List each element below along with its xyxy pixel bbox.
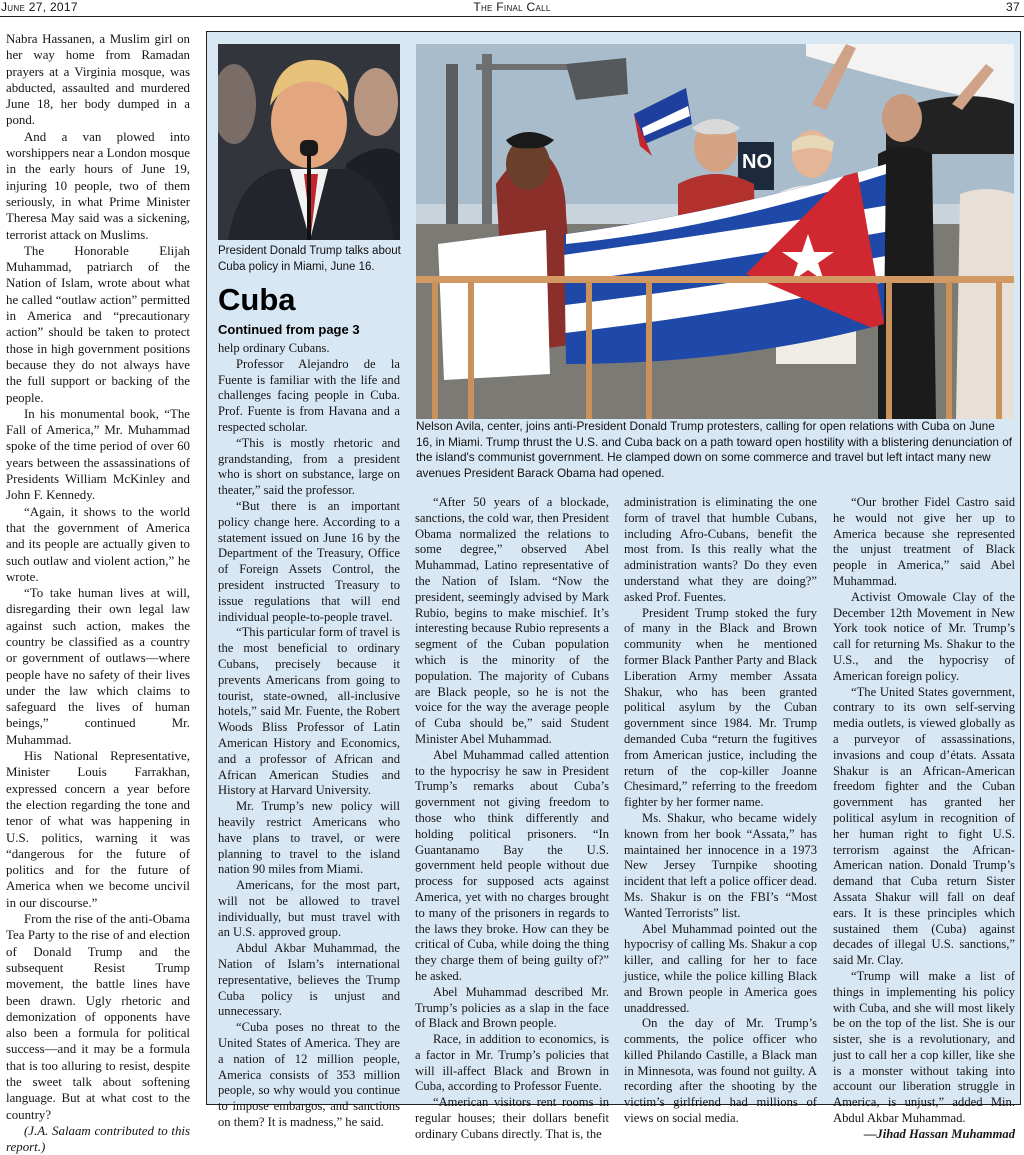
newspaper-name: The Final Call <box>473 0 551 14</box>
article-paragraph: Abel Muhammad described Mr. Trump’s policies as a slap in the face of Black and Brown people. <box>415 984 609 1031</box>
article-paragraph: Ms. Shakur, who became widely known from her book “Assata,” has maintained her innocence in a 1973 New Jersey Turnpike shooting incident that left a police officer dead. Ms. Shakur is on the FBI’s “Most Wanted Terrorists” list. <box>624 810 817 920</box>
article-paragraph: “But there is an important policy change here. According to a statement issued on June 16 by the Department of the Treasury, Office of Foreign Assets Control, the president instructed Treasury to issue regulations that will end individual people-to-people travel. <box>218 498 400 624</box>
article-paragraph: “Our brother Fidel Castro said he would not give her up to America because she represented the unjust treatment of Black people in America,” said Abel Muhammad. <box>833 495 1015 588</box>
rally-photo-caption: Nelson Avila, center, joins anti-President Donald Trump protesters, calling for open relations with Cuba on June 16, in Miami. Trump thrust the U.S. and Cuba back on a path toward open hostility with a blistering denunciation of the island's communist government. He clamped down on some commerce and travel but left intact many new avenues President Barack Obama had opened. <box>416 419 1013 480</box>
cuba-article-column-1 <box>218 341 400 1131</box>
article-paragraph: Professor Alejandro de la Fuente is familiar with the life and challenges facing people in Cuba. Prof. Fuente is from Havana and a respected scholar. <box>218 356 400 434</box>
article-paragraph: Mr. Trump’s new policy will heavily restrict Americans who have plans to travel, or were planning to travel to the island nation 90 miles from Miami. <box>218 799 400 877</box>
article-paragraph: On the day of Mr. Trump’s comments, the police officer who killed Philando Castille, a Black man in Minnesota, was found not guilty. A recording after the shooting by the victim’s girlfriend had millions of views on social media. <box>624 1016 817 1126</box>
page-number: 37 <box>1006 0 1020 14</box>
author-byline: —Jihad Hassan Muhammad <box>863 1126 1015 1141</box>
article-paragraph: “This is mostly rhetoric and grandstanding, from a president who is short on substance, large on theater,” said the professor. <box>218 435 400 498</box>
article-paragraph: “This particular form of travel is the most beneficial to ordinary Cubans, precisely because it prevents Americans from going to tourist, state-owned, all-inclusive hotels,” said Mr. Fuente, the Robert Woods Bliss Professor of Latin American History and Economics, and a professor of African and African American Studies and History at Harvard University. <box>218 625 401 798</box>
article-paragraph: And a van plowed into worshippers near a London mosque in the early hours of June 19, injuring 10 people, two of them seriously, in what Prime Minister Theresa May said was a sickening, terrorist attack on Muslims. <box>6 129 191 242</box>
left-article-column <box>6 31 190 1155</box>
article-paragraph: Abdul Akbar Muhammad, the Nation of Islam’s international representative, believes the Trump Cuba policy is unjust and unnecessary. <box>218 941 400 1019</box>
article-paragraph: “To take human lives at will, disregarding their own legal law against such action, makes the country be classified as a country or government of outlaws—where people have no safety of their lives under the law which claims to safeguard the lives of human beings,” continued Mr. Muhammad. <box>6 586 190 747</box>
article-paragraph: Americans, for the most part, will not be allowed to travel individually, but must travel with an U.S. approved group. <box>218 878 400 940</box>
article-paragraph: Activist Omowale Clay of the December 12th Movement in New York took notice of Mr. Trump’s call for returning Ms. Shakur to the U.S., and the hypocrisy of American foreign policy. <box>833 589 1015 683</box>
trump-photo <box>218 44 400 240</box>
rally-photo <box>416 44 1014 419</box>
article-paragraph: “The United States government, contrary to its own self-serving media outlets, is viewed globally as a purveyor of assassinations, invasions and coup d’états. Assata Shakur is an African-American freedom fighter and the Cuban government has granted her political asylum in recognition of her human right to fight U.S. terrorism against the African-American nation. Donald Trump’s demand that Cuba return Sister Assata Shakur will fall on deaf ears. It is these principles which sustained them (Cuba) against decades of illegal U.S. sanctions,” said Mr. Clay. <box>833 684 1015 968</box>
article-paragraph: “Trump will make a list of things in implementing his policy with Cuba, and she will most likely be on the top of the list. She is our sister, she is a revolutionary, and just to call her a cop killer, like she is a monster without taking into account our liberation struggle in America, is unjust,” added Min. Abdul Akbar Muhammad. <box>833 968 1015 1126</box>
page-header <box>0 0 1024 17</box>
article-paragraph: Race, in addition to economics, is a factor in Mr. Trump’s policies that will ill-affect Black and Brown in Cuba, according to Professor Fuente. <box>415 1032 609 1094</box>
article-paragraph: His National Representative, Minister Louis Farrakhan, expressed concern a year before the election regarding the tone and tenor of what was happening in U.S. politics, warning it was “dangerous for the future of politics and for the future of America when we become uncivil in our discourse.” <box>6 749 190 910</box>
protest-sign-text: NO <box>742 151 772 173</box>
article-paragraph: Abel Muhammad called attention to the hypocrisy he saw in President Trump’s remarks about Cuba’s government not giving freedom to those who think differently and holding political prisoners. “In Guantanamo Bay the U.S. government held people without due process for supposed acts against America, yet with no charges brought to many of the prisoners in regards to the laws they broke. How can they be critical of Cuba, while doing the thing they charge them of being guilty of?” he asked. <box>415 747 609 983</box>
contributor-credit: (J.A. Salaam contributed to this report.) <box>6 1123 190 1155</box>
cuba-article-column-4 <box>833 495 1015 1143</box>
article-paragraph: administration is eliminating the one form of travel that humble Cubans, including Afro-Cubans, benefit the most from. Is this really what the administration wants? Do they even understand what they are doing?” asked Prof. Fuentes. <box>624 495 817 604</box>
article-paragraph: In his monumental book, “The Fall of America,” Mr. Muhammad spoke of the time period of over 60 years between the assassinations of Presidents William McKinley and John F. Kennedy. <box>6 406 190 503</box>
article-paragraph: “After 50 years of a blockade, sanctions, the cold war, then President Obama normalized the relations to some degree,” observed Abel Muhammad, Latino representative of the Nation of Islam. “Now the president, seemingly advised by Mark Rubio, begins to make mischief. It’s interesting because Rubio represents a segment of the Cuban population which is the minority of the population. The majority of Cubans are Black people, so he is not the voice for the way the average people of Cuba should be,” said Student Minister Abel Muhammad. <box>415 495 609 746</box>
article-paragraph: Nabra Hassanen, a Muslim girl on her way home from Ramadan prayers at a Virginia mosque, was abducted, assaulted and murdered June 18, her body dumped in a pond. <box>6 32 190 128</box>
article-headline: Cuba <box>218 282 296 317</box>
continued-from-note: Continued from page 3 <box>218 322 360 337</box>
trump-photo-caption: President Donald Trump talks about Cuba policy in Miami, June 16. <box>218 245 401 273</box>
article-paragraph: Abel Muhammad pointed out the hypocrisy of calling Ms. Shakur a cop killer, and calling for her to face justice, while the police killing Black and Brown people in America goes unaddressed. <box>624 921 817 1015</box>
article-paragraph: “Again, it shows to the world that the government of America and its people are actually given to such outlaw and violent action,” he wrote. <box>6 504 190 584</box>
article-paragraph: “Cuba poses no threat to the United States of America. They are a nation of 12 million people, America consists of 353 million people, so why would you continue to impose embargos, and sanctions on them? It is madness,” he said. <box>218 1020 400 1130</box>
article-paragraph: help ordinary Cubans. <box>218 341 330 355</box>
article-paragraph: President Trump stoked the fury of many in the Black and Brown community when he mentioned former Black Panther Party and Black Liberation Army member Assata Shakur, who has been granted political asylum by the Cuban government since 1984. Mr. Trump demanded Cuba “return the fugitives from American justice, including the return of the cop-killer Joanne Chesimard,” referring to the freedom fighter by her former name. <box>624 605 817 810</box>
article-paragraph: From the rise of the anti-Obama Tea Party to the rise of and election of Donald Trump and the subsequent Resist Trump movement, the battle lines have been drawn. Ugly rhetoric and demonization of opponents have also been a formula for political success—and it may be a formula that is too alluring to resist, despite the sweet talk about softening language. But at what cost to the country? <box>6 912 190 1122</box>
issue-date: June 27, 2017 <box>1 0 78 14</box>
article-paragraph: “American visitors rent rooms in regular houses; their dollars benefit ordinary Cubans directly. That is, the <box>415 1095 609 1141</box>
cuba-article-column-2 <box>415 495 609 1143</box>
cuba-article-column-3 <box>624 495 817 1127</box>
article-paragraph: The Honorable Elijah Muhammad, patriarch of the Nation of Islam, wrote about what he called “outlaw action” permitted in America and “precautionary action” should be taken to protect those in high government positions because they do not always have the full support or backing of the people. <box>6 243 190 405</box>
